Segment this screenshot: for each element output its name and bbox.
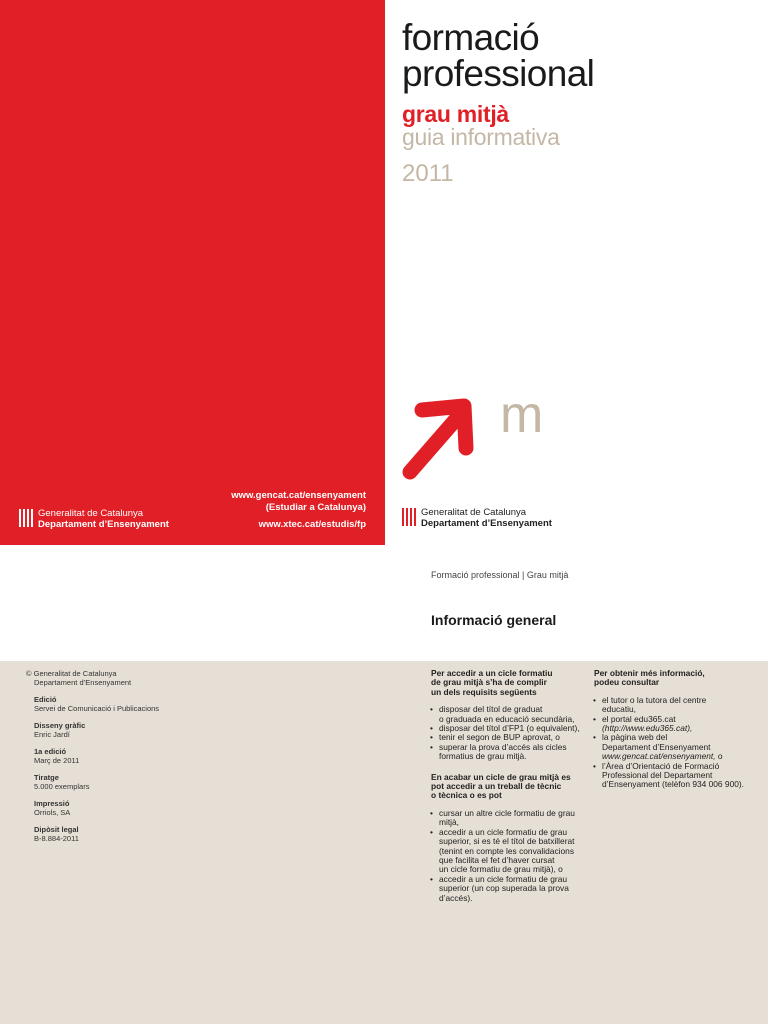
cover-subtitle-level: grau mitjà xyxy=(402,101,509,127)
colophon-entry xyxy=(26,747,159,765)
colophon-label: Tiratge xyxy=(34,773,59,782)
text-line: Departament d’Ensenyament xyxy=(602,741,711,752)
text-line: o graduada en educació secundària, xyxy=(439,713,575,724)
text-line: un cicle formatiu de grau mitjà), o xyxy=(439,864,563,875)
text-line: Per accedir a un cicle formatiu xyxy=(431,668,553,678)
back-cover-links xyxy=(231,490,366,531)
cover-title xyxy=(402,17,595,94)
outcomes-list xyxy=(431,809,581,903)
text-line: podeu consultar xyxy=(594,677,660,688)
colophon-label: Impressió xyxy=(34,799,70,808)
text-line: o tècnica o es pot xyxy=(431,790,502,801)
colophon-label: Disseny gràfic xyxy=(34,721,86,730)
colophon-entry xyxy=(26,773,159,791)
list-item xyxy=(594,733,754,761)
logo-line1: Generalitat de Catalunya xyxy=(421,507,527,518)
logo-line2: Departament d’Ensenyament xyxy=(421,518,552,529)
text-line: • la pàgina web del xyxy=(602,732,668,743)
more-info-heading xyxy=(594,669,754,688)
colophon-entry xyxy=(26,799,159,817)
text-line: superior, si es té el títol de batxillerat xyxy=(439,836,575,847)
generalitat-emblem-icon xyxy=(402,508,417,526)
colophon-value: Orriols, SA xyxy=(34,808,71,817)
colophon-value: Enric Jardí xyxy=(34,730,70,739)
text-line: mitjà, xyxy=(439,817,460,828)
text-line: Professional del Departament xyxy=(602,770,713,781)
colophon-entry xyxy=(26,695,159,713)
colophon-value: B-8.884-2011 xyxy=(34,834,79,843)
cover-subtitle-guide: guia informativa xyxy=(402,124,560,150)
generalitat-emblem-icon xyxy=(19,509,34,527)
outcomes-heading xyxy=(431,773,581,801)
gencat-link-note: (Estudiar a Catalunya) xyxy=(265,502,366,513)
list-item xyxy=(594,762,754,790)
gencat-link[interactable]: www.gencat.cat/ensenyament xyxy=(231,490,366,501)
copyright-sub: Departament d’Ensenyament xyxy=(34,678,132,687)
colophon-label: Edició xyxy=(34,695,57,704)
colophon xyxy=(26,669,159,843)
italic-link: www.gencat.cat/ensenyament, xyxy=(602,751,716,762)
arrow-m-logo-icon xyxy=(400,392,555,482)
text-line: • el portal edu365.cat xyxy=(602,713,676,724)
list-item xyxy=(431,828,581,875)
logo-letter: m xyxy=(500,392,544,444)
title-line2: professional xyxy=(402,53,595,94)
text-line: • superar la prova d’accés als cicles xyxy=(439,741,567,752)
text-line: pot accedir a un treball de tècnic xyxy=(431,781,562,792)
text-line: Per obtenir més informació, xyxy=(594,668,705,678)
generalitat-logo-back xyxy=(19,508,169,530)
colophon-label: 1a edició xyxy=(34,747,67,756)
list-item xyxy=(431,705,581,724)
back-cover-panel xyxy=(0,0,385,545)
cover-year: 2011 xyxy=(402,160,454,187)
text-line: educatiu, xyxy=(602,704,636,715)
logo-line2: Departament d’Ensenyament xyxy=(38,519,169,530)
text-line: En acabar un cicle de grau mitjà es xyxy=(431,771,571,782)
text-line: • disposar del títol d’FP1 (o equivalent), xyxy=(439,723,580,734)
list-item xyxy=(431,743,581,762)
text-line: (tenint en compte les convalidacions xyxy=(439,845,575,856)
text-line: d’accés). xyxy=(439,892,473,903)
generalitat-logo-front xyxy=(402,507,552,529)
requirements-heading xyxy=(431,669,581,697)
italic-link: (http://www.edu365.cat), xyxy=(602,723,693,734)
colophon-entry xyxy=(26,721,159,739)
colophon-value: 5.000 exemplars xyxy=(34,782,90,791)
requirements-list xyxy=(431,705,581,761)
list-item xyxy=(594,696,754,715)
copyright: © Generalitat de Catalunya xyxy=(26,669,117,678)
list-item xyxy=(431,809,581,828)
text-line: formatius de grau mitjà. xyxy=(439,751,527,762)
list-item xyxy=(594,715,754,734)
logo-line1: Generalitat de Catalunya xyxy=(38,508,144,519)
colophon-label: Dipòsit legal xyxy=(34,825,79,834)
section-title: Informació general xyxy=(431,612,557,628)
text-line: • accedir a un cicle formatiu de grau xyxy=(439,873,568,884)
text-line: de grau mitjà s’ha de complir xyxy=(431,677,547,688)
text-line: • cursar un altre cicle formatiu de grau xyxy=(439,807,575,818)
text-line: que facilita el fet d’haver cursat xyxy=(439,854,555,865)
text-line: superior (un cop superada la prova xyxy=(439,883,569,894)
more-info-column xyxy=(594,669,754,790)
colophon-entry xyxy=(26,825,159,843)
text-line: • accedir a un cicle formatiu de grau xyxy=(439,826,568,837)
text-line: • el tutor o la tutora del centre xyxy=(602,694,707,705)
text-line: un dels requisits següents xyxy=(431,686,537,697)
title-line1: formació xyxy=(402,17,540,58)
requirements-column xyxy=(431,669,581,903)
text-line: • tenir el segon de BUP aprovat, o xyxy=(439,732,560,743)
list-item xyxy=(431,875,581,903)
more-info-list xyxy=(594,696,754,790)
colophon-value: Servei de Comunicació i Publicacions xyxy=(34,704,160,713)
xtec-link[interactable]: www.xtec.cat/estudis/fp xyxy=(258,519,366,530)
text-line: d’Ensenyament (telèfon 934 006 900). xyxy=(602,779,745,790)
breadcrumb: Formació professional | Grau mitjà xyxy=(431,570,569,580)
text-suffix: o xyxy=(715,751,723,762)
text-line: • l’Àrea d’Orientació de Formació xyxy=(602,760,720,771)
colophon-value: Març de 2011 xyxy=(34,756,80,765)
text-line: • disposar del títol de graduat xyxy=(439,704,543,715)
